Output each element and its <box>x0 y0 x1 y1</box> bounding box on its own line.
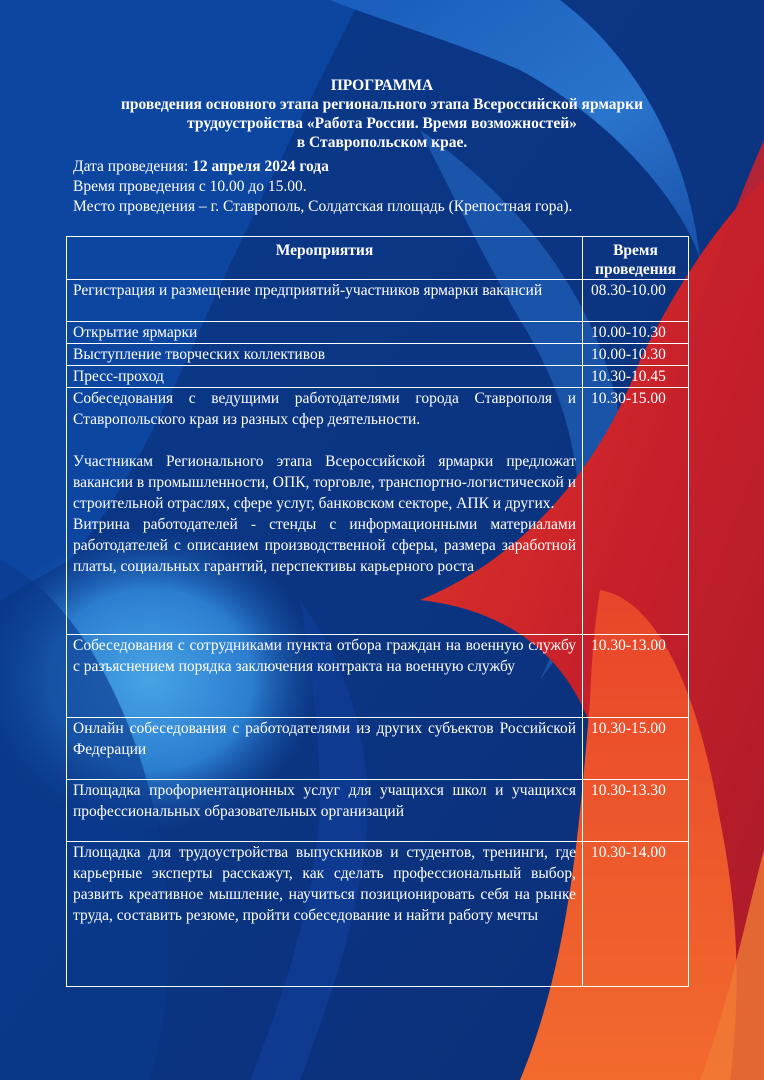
event-description-p3: Витрина работодателей - стенды с информационными материалами работодателей с описанием производственной сферы, размера заработной платы, социальных гарантий, перспективы карьерного роста <box>73 516 576 575</box>
program-header <box>62 76 702 152</box>
table-row <box>67 780 689 842</box>
table-row <box>67 280 689 322</box>
event-date-value: 12 апреля 2024 года <box>192 158 329 175</box>
column-header-time-line-1: Время <box>613 242 658 259</box>
table-header-row <box>67 237 689 280</box>
event-description-p1: Собеседования с ведущими работодателями города Ставрополя и Ставропольского края из разных сфер деятельности. <box>73 390 576 428</box>
time-cell: 10.30-15.00 <box>583 388 689 635</box>
time-cell: 10.30-15.00 <box>583 718 689 780</box>
table-row <box>67 718 689 780</box>
event-cell: Выступление творческих коллективов <box>67 344 583 366</box>
event-cell: Открытие ярмарки <box>67 322 583 344</box>
column-header-events: Мероприятия <box>67 237 583 280</box>
event-cell: Регистрация и размещение предприятий-участников ярмарки вакансий <box>67 280 583 322</box>
event-cell <box>67 388 583 635</box>
time-cell: 10.30-14.00 <box>583 842 689 987</box>
event-time: Время проведения с 10.00 до 15.00. <box>73 178 307 195</box>
program-title: ПРОГРАММА <box>330 77 434 94</box>
column-header-time-line-2: проведения <box>595 261 676 278</box>
time-cell: 10.00-10.30 <box>583 322 689 344</box>
event-description-p2: Участникам Регионального этапа Всероссийской ярмарки предложат вакансии в промышленности, ОПК, торговле, транспортно-логистической и строительной отраслях, сфере услуг, банковском секторе, АПК и других. <box>73 453 576 512</box>
event-cell: Площадка для трудоустройства выпускников и студентов, тренинги, где карьерные эксперты расскажут, как сделать профессиональный выбор, развить креативное мышление, научиться позиционировать себя на рынке труда, составить резюме, пройти собеседование и найти работу мечты <box>67 842 583 987</box>
table-row <box>67 344 689 366</box>
event-date <box>73 157 713 177</box>
event-cell: Площадка профориентационных услуг для учащихся школ и учащихся профессиональных образовательных организаций <box>67 780 583 842</box>
table-row <box>67 635 689 718</box>
time-cell: 10.30-13.00 <box>583 635 689 718</box>
program-subtitle-line-1: проведения основного этапа регионального этапа Всероссийской ярмарки <box>120 96 644 113</box>
event-cell: Собеседования с сотрудниками пункта отбора граждан на военную службу с разъяснением порядка заключения контракта на военную службу <box>67 635 583 718</box>
event-date-label: Дата проведения: <box>73 158 189 175</box>
time-cell: 10.00-10.30 <box>583 344 689 366</box>
table-row <box>67 366 689 388</box>
event-place: Место проведения – г. Ставрополь, Солдатская площадь (Крепостная гора). <box>73 198 573 215</box>
table-row <box>67 388 689 635</box>
program-subtitle-line-2: трудоустройства «Работа России. Время возможностей» <box>187 115 577 132</box>
event-cell: Онлайн собеседования с работодателями из других субъектов Российской Федерации <box>67 718 583 780</box>
time-cell: 10.30-10.45 <box>583 366 689 388</box>
program-subtitle-line-3: в Ставропольском крае. <box>296 134 468 151</box>
table-row <box>67 842 689 987</box>
time-cell: 08.30-10.00 <box>583 280 689 322</box>
column-header-time <box>583 237 689 280</box>
table-row <box>67 322 689 344</box>
program-table <box>66 236 689 987</box>
event-cell: Пресс-проход <box>67 366 583 388</box>
event-info <box>73 157 713 217</box>
time-cell: 10.30-13.30 <box>583 780 689 842</box>
